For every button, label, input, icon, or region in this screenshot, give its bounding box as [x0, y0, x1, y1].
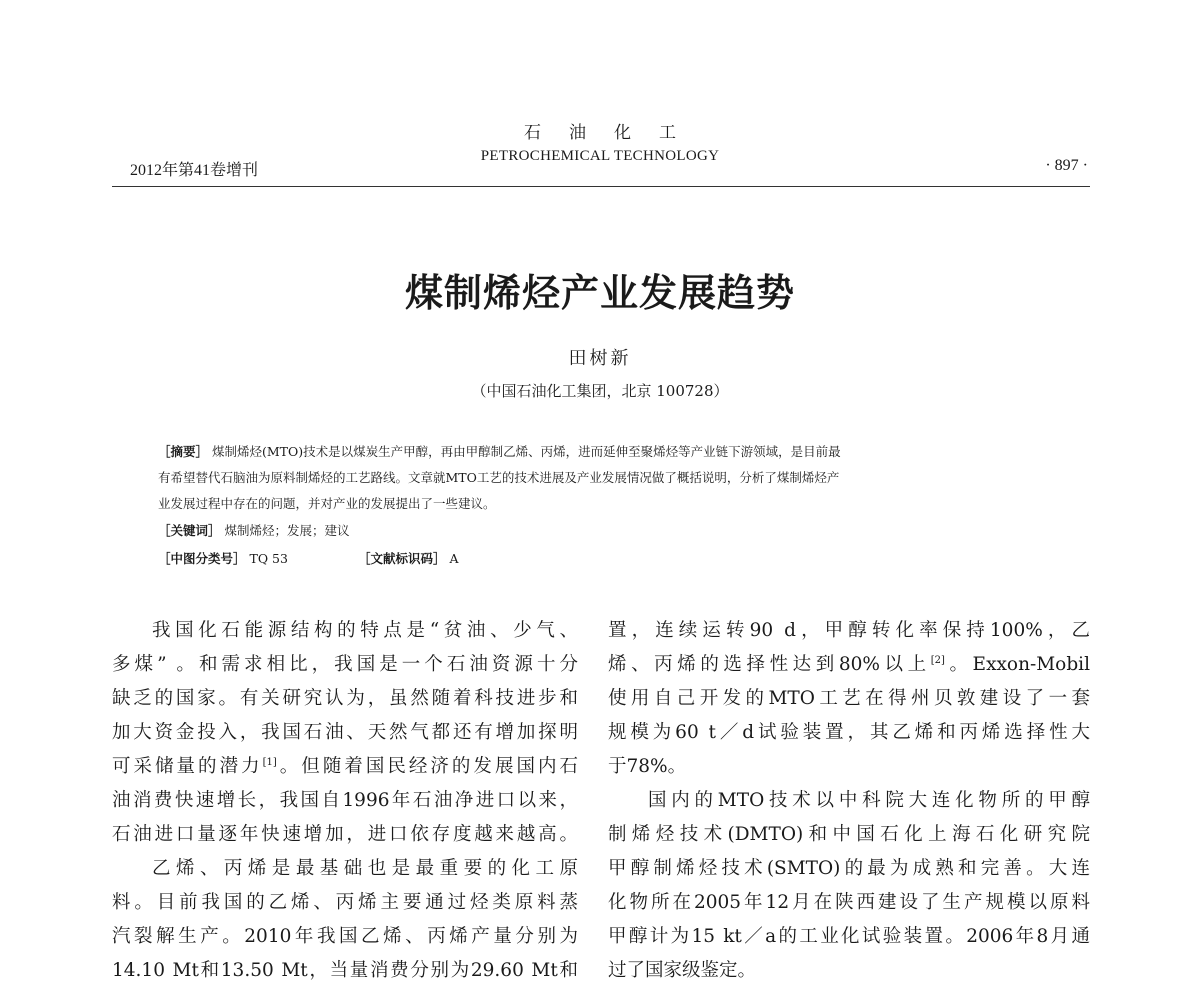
body-line: 汽裂解生产。2010年我国乙烯、丙烯产量分别为: [112, 926, 578, 947]
body-line: 过了国家级鉴定。: [608, 960, 757, 981]
clc-label: ［中图分类号］: [158, 551, 246, 566]
body-line: 国内的MTO技术以中科院大连化物所的甲醇: [648, 790, 1090, 811]
journal-name-cn: 石油化工: [524, 123, 704, 143]
body-line: 加大资金投入，我国石油、天然气都还有增加探明: [112, 722, 578, 743]
abstract-label: ［摘要］: [158, 444, 209, 459]
body-line: 料。目前我国的乙烯、丙烯主要通过烃类原料蒸: [112, 892, 578, 913]
body-line: 置，连续运转90 d，甲醇转化率保持100%，乙: [608, 620, 1090, 641]
clc-value: TQ 53: [249, 551, 288, 566]
abstract-line: [158, 439, 1042, 465]
keywords: [158, 518, 1042, 544]
body-line: 14.10 Mt和13.50 Mt，当量消费分别为29.60 Mt和: [112, 960, 578, 981]
keywords-label: ［关键词］: [158, 523, 221, 538]
abstract-line: 有希望替代石脑油为原料制烯烃的工艺路线。文章就MTO工艺的技术进展及产业发展情况做了概括说明，分析了煤制烯烃产: [158, 470, 840, 485]
keywords-text: 煤制烯烃；发展；建议: [224, 523, 350, 538]
body-line: 我国化石能源结构的特点是“贫油、少气、: [152, 620, 578, 641]
body-line: 缺乏的国家。有关研究认为，虽然随着科技进步和: [112, 688, 578, 709]
body-line: 制烯烃技术(DMTO)和中国石化上海石化研究院: [608, 824, 1090, 845]
body-column-left: [112, 614, 578, 988]
abstract-line: 业发展过程中存在的问题，并对产业的发展提出了一些建议。: [158, 496, 496, 511]
body-line: 石油进口量逐年快速增加，进口依存度越来越高。: [112, 824, 578, 845]
body-line: 烯、丙烯的选择性达到80%以上[2]。Exxon-Mobil: [608, 654, 1090, 675]
classification: [158, 546, 1042, 572]
affiliation: （中国石油化工集团，北京 100728）: [471, 382, 729, 400]
body-line: 化物所在2005年12月在陕西建设了生产规模以原料: [608, 892, 1090, 913]
body-line: 于78%。: [608, 756, 687, 777]
body-line: 使用自己开发的MTO工艺在得州贝敦建设了一套: [608, 688, 1090, 709]
article-title: 煤制烯烃产业发展趋势: [404, 271, 795, 315]
body-line: 甲醇计为15 kt／a的工业化试验装置。2006年8月通: [608, 926, 1090, 947]
issue-info: 2012年第41卷增刊: [130, 162, 259, 179]
journal-name-en: PETROCHEMICAL TECHNOLOGY: [480, 148, 720, 164]
body-line: 规模为60 t／d试验装置，其乙烯和丙烯选择性大: [608, 722, 1090, 743]
author: 田树新: [568, 348, 632, 369]
abstract-text: 煤制烯烃(MTO)技术是以煤炭生产甲醇，再由甲醇制乙烯、丙烯，进而延伸至聚烯烃等产业链下游领域，是目前最: [212, 444, 841, 459]
page-number: · 897 ·: [1045, 157, 1088, 174]
doc-code-value: A: [449, 551, 459, 566]
header-rule: [112, 186, 1090, 187]
doc-code-label: ［文献标识码］: [357, 551, 446, 566]
body-line: 乙烯、丙烯是最基础也是最重要的化工原: [152, 858, 578, 879]
body-line: 油消费快速增长，我国自1996年石油净进口以来，: [112, 790, 578, 811]
body-line: 多煤” 。和需求相比，我国是一个石油资源十分: [112, 654, 578, 675]
body-line: 甲醇制烯烃技术(SMTO)的最为成熟和完善。大连: [608, 858, 1090, 879]
body-column-right: [608, 614, 1090, 988]
body-line: 可采储量的潜力[1]。但随着国民经济的发展国内石: [112, 756, 578, 777]
